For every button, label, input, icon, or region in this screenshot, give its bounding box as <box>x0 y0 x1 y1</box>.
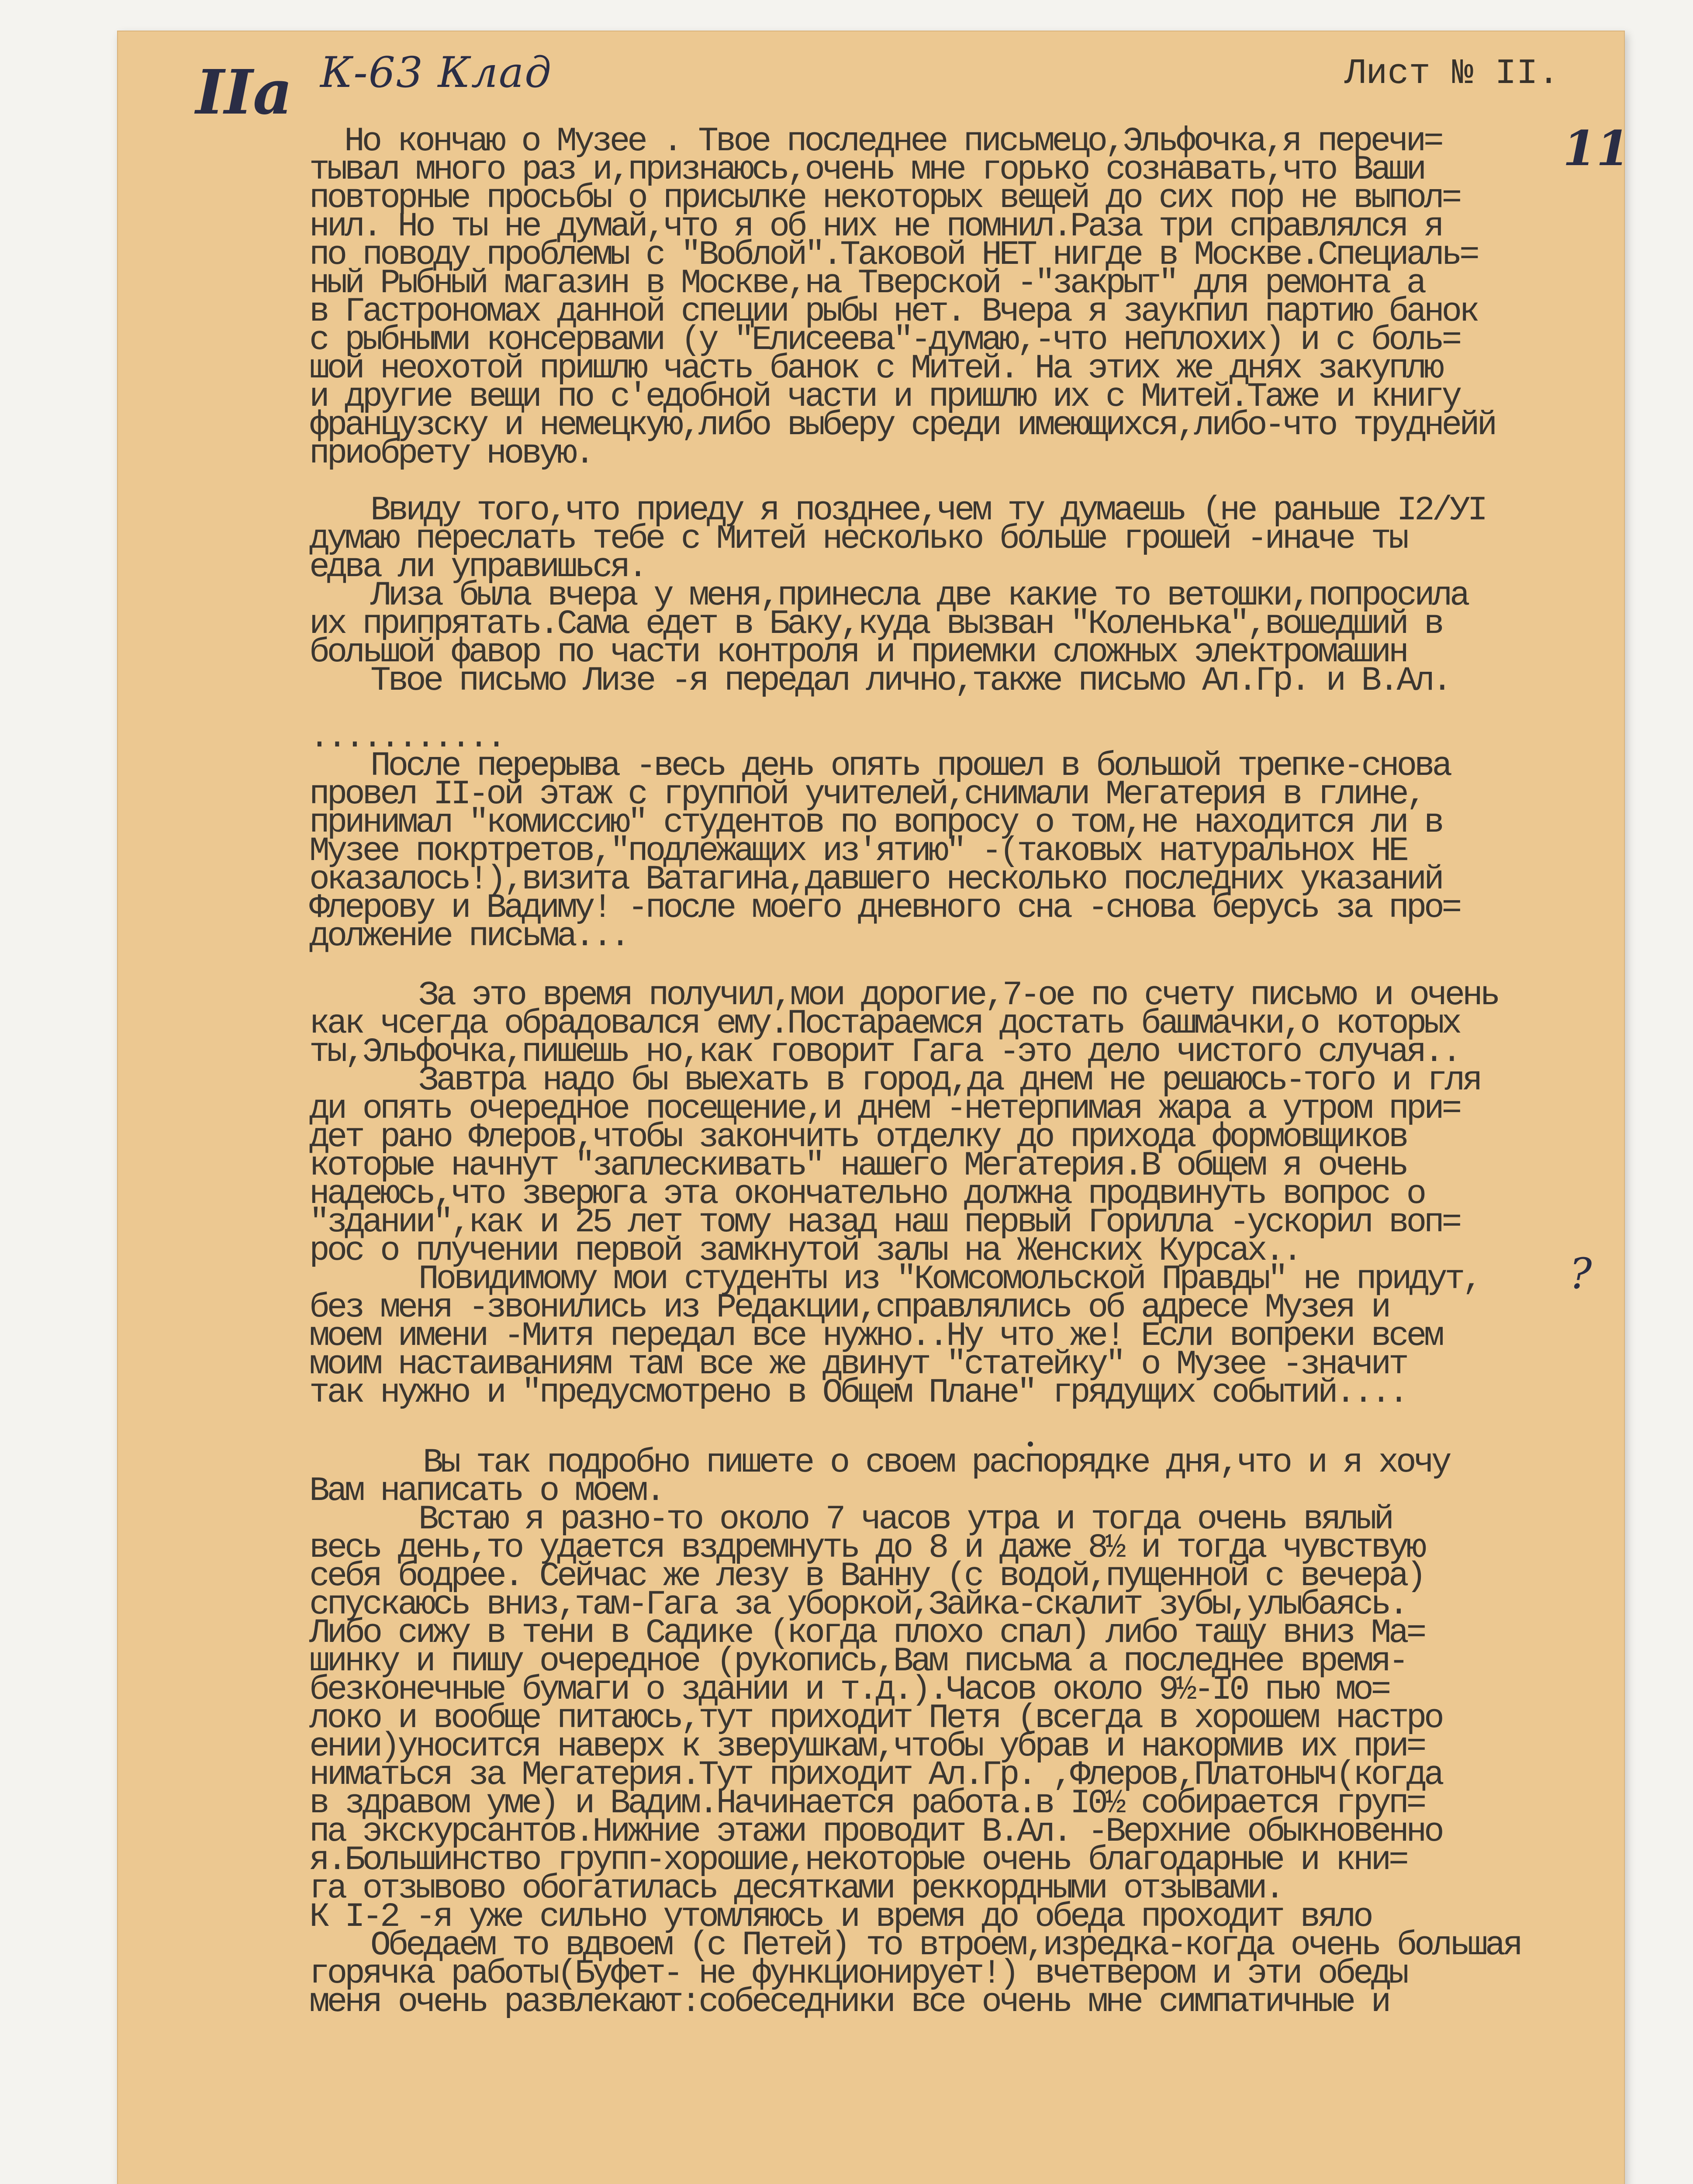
letter-sheet <box>117 31 1630 2184</box>
margin-question-mark: ? <box>1569 1249 1592 1298</box>
sheet-number: Лист № II. <box>1344 53 1560 94</box>
text-line: надеюсь,что зверюга эта окончательно должна продвинуть вопрос о <box>309 1175 1424 1213</box>
text-line: Лиза была вчера у меня,принесла две какие то ветошки,попросила <box>370 577 1468 615</box>
handwritten-page-number: 11 <box>1563 120 1630 176</box>
text-line: в здравом уме) и Вадим.Начинается работа.в I0½ собирается груп= <box>309 1784 1424 1823</box>
text-line: Либо сижу в тени в Садике (когда плохо спал) либо тащу вниз Ма= <box>309 1614 1424 1652</box>
text-line: принимал "комиссию" студентов по вопросу о том,не находится ли в <box>309 804 1442 842</box>
typed-text-body <box>117 31 1625 2184</box>
text-line: большой фавор по части контроля и приемки сложных электромашин <box>309 633 1406 672</box>
text-line: безконечные бумаги о здании и т.д.).Часов около 9½-I0 пью мо= <box>309 1671 1389 1709</box>
text-line: моем имени -Митя передал все нужно..Ну что же! Если вопреки всем <box>309 1317 1442 1355</box>
text-line: локо и вообще питаюсь,тут приходит Петя (всегда в хорошем настро <box>309 1699 1442 1738</box>
text-line: без меня -звонились из Редакции,справлялись об адресе Музея и <box>309 1289 1389 1327</box>
text-line: Обедаем то вдвоем (с Петей) то втроем,изредка-когда очень большая <box>370 1926 1520 1965</box>
text-line: Вы так подробно пишете о своем распорядке дня,что и я хочу <box>423 1444 1449 1482</box>
text-line: Музее покртретов,"подлежащих из'ятию" -(таковых натуральнох НЕ <box>309 832 1406 871</box>
text-line: ении)уносится наверх к зверушкам,чтобы убрав и накормив их при= <box>309 1728 1424 1766</box>
text-line: так нужно и "предусмотрено в Общем Плане" грядущих событий.... <box>309 1374 1406 1412</box>
text-line: ты,Эльфочка,пишешь но,как говорит Гага -это дело чистого случая.. <box>309 1033 1459 1071</box>
text-line: которые начнут "заплескивать" нашего Мегатерия.В общем я очень <box>309 1147 1406 1185</box>
text-line: ный Рыбный магазин в Москве,на Тверской -"закрыт" для ремонта а <box>309 264 1424 303</box>
text-line: как чсегда обрадовался ему.Постараемся достать башмачки,о которых <box>309 1005 1459 1043</box>
text-line: моим настаиваниям там все же двинут "статейку" о Музее -значит <box>309 1345 1406 1384</box>
text-line: спускаюсь вниз,там-Гага за уборкой,Зайка-скалит зубы,улыбаясь. <box>309 1586 1406 1624</box>
handwritten-roman-numeral: IIа <box>196 57 293 128</box>
text-line: шой неохотой пришлю часть банок с Митей. На этих же днях закуплю <box>309 349 1442 388</box>
text-line: меня очень развлекают:собеседники все очень мне симпатичные и <box>309 1983 1389 2022</box>
text-line: Вам написать о моем. <box>309 1472 663 1510</box>
text-line: себя бодрее. Сейчас же лезу в Ванну (с водой,пущенной с вечера) <box>309 1557 1424 1596</box>
text-line: За это время получил,мои дорогие,7-ое по счету письмо и очень <box>418 976 1498 1015</box>
text-line: с рыбными консервами (у "Елисеева"-думаю,-что неплохих) и с боль= <box>309 321 1459 359</box>
text-line: ниматься за Мегатерия.Тут приходит Ал.Гр. ,Флеров,Платоныч(когда <box>309 1756 1442 1794</box>
text-line: должение письма... <box>309 917 628 956</box>
text-line: думаю переслать тебе с Митей несколько больше грошей -иначе ты <box>309 520 1406 558</box>
text-line: в Гастрономах данной специи рыбы нет. Вчера я заукпил партию банок <box>309 293 1477 331</box>
text-line: ди опять очередное посещение,и днем -нетерпимая жара а утром при= <box>309 1090 1459 1128</box>
text-line: и другие вещи по с'едобной части и пришлю их с Митей.Таже и книгу <box>309 378 1459 416</box>
text-line: я.Большинство групп-хорошие,некоторые очень благодарные и кни= <box>309 1841 1406 1880</box>
text-line: оказалось!),визита Ватагина,давшего несколько последних указаний <box>309 860 1442 899</box>
text-line: Завтра надо бы выехать в город,да днем не решаюсь-того и гля <box>418 1061 1480 1100</box>
handwritten-archive-code: К-63 Клад <box>320 48 552 97</box>
text-line: едва ли управишься. <box>309 548 646 587</box>
text-line: Твое письмо Лизе -я передал лично,также письмо Ал.Гр. и В.Ал. <box>370 662 1450 700</box>
text-line: дет рано Флеров,чтобы закончить отделку до прихода формовщиков <box>309 1118 1406 1157</box>
text-line: французску и немецкую,либо выберу среди имеющихся,либо-что труднейй <box>309 406 1495 445</box>
text-line: ........... <box>309 719 504 757</box>
text-line: Встаю я разно-то около 7 часов утра и тогда очень вялый <box>418 1500 1392 1539</box>
text-line: провел II-ой этаж с группой учителей,снимали Мегатерия в глине, <box>309 775 1424 814</box>
text-line: приобрету новую. <box>309 435 593 473</box>
text-line: их припрятать.Сама едет в Баку,куда вызван "Коленька",вошедший в <box>309 605 1442 643</box>
text-line: После перерыва -весь день опять прошел в большой трепке-снова <box>370 747 1450 785</box>
text-line: нил. Но ты не думай,что я об них не помнил.Раза три справлялся я <box>309 207 1442 246</box>
text-line: весь день,то удается вздремнуть до 8 и даже 8½ и тогда чувствую <box>309 1529 1424 1567</box>
text-line: повторные просьбы о присылке некоторых вещей до сих пор не выпол= <box>309 179 1459 218</box>
text-line: горячка работы(Буфет- не функционирует!) вчетвером и эти обеды <box>309 1955 1406 1993</box>
text-line: па экскурсантов.Нижние этажи проводит В.Ал. -Верхние обыкновенно <box>309 1813 1442 1851</box>
text-line: шинку и пишу очередное (рукопись,Вам письма а последнее время- <box>309 1642 1406 1681</box>
text-line: Повидимому мои студенты из "Комсомольской Правды" не придут, <box>418 1260 1480 1299</box>
text-line: рос о плучении первой замкнутой залы на Женских Курсах.. <box>309 1232 1300 1270</box>
text-line: тывал много раз и,признаюсь,очень мне горько сознавать,что Ваши <box>309 151 1424 189</box>
text-line: К I-2 -я уже сильно утомляюсь и время до обеда проходит вяло <box>309 1898 1371 1936</box>
text-line: Но кончаю о Музее . Твое последнее письмецо,Эльфочка,я перечи= <box>344 122 1441 161</box>
text-line: Ввиду того,что приеду я позднее,чем ту думаешь (не раньше I2/УI <box>370 491 1485 530</box>
text-line: га отзывово обогатилась десятками реккордными отзывами. <box>309 1870 1282 1908</box>
text-line: Флерову и Вадиму! -после моего дневного сна -снова берусь за про= <box>309 889 1459 927</box>
text-line: "здании",как и 25 лет тому назад наш первый Горилла -ускорил воп= <box>309 1203 1459 1242</box>
text-line: по поводу проблемы с "Воблой".Таковой НЕТ нигде в Москве.Специаль= <box>309 236 1477 274</box>
